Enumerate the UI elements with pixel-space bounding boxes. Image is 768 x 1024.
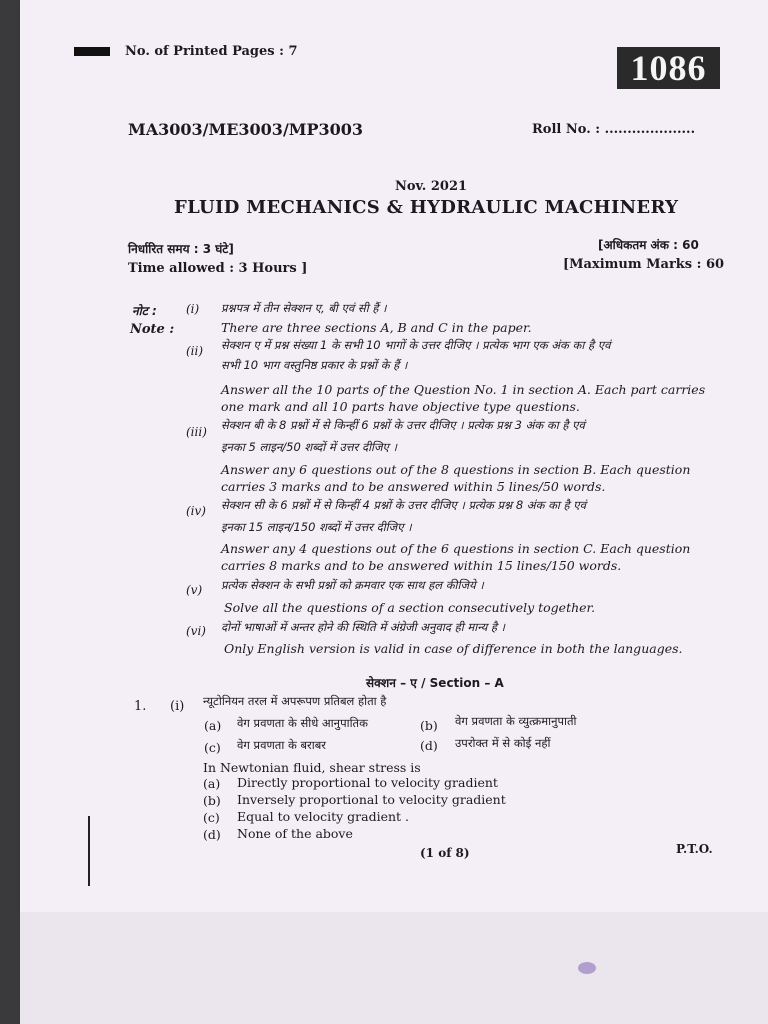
question-part: (i) [170, 699, 185, 714]
paper-code-box: 1086 [617, 47, 720, 89]
margin-line [88, 816, 90, 886]
option-english: Equal to velocity gradient . [237, 809, 410, 824]
option-key: (d) [420, 738, 438, 753]
note-hindi-line: सेक्शन ए में प्रश्न संख्या 1 के सभी 10 भागों के उत्तर दीजिए । प्रत्येक भाग एक अंक का है एवं [221, 338, 611, 352]
page-number: (1 of 8) [420, 846, 470, 860]
note-english-line: Answer any 4 questions out of the 6 questions in section C. Each question [221, 541, 691, 556]
note-english-line: Only English version is valid in case of difference in both the languages. [224, 641, 683, 656]
option-key: (a) [204, 718, 222, 733]
note-hindi-line: इनका 15 लाइन/150 शब्दों में उत्तर दीजिए । [221, 520, 412, 534]
pto-label: P.T.O. [676, 842, 713, 856]
note-english-line: carries 3 marks and to be answered within 5 lines/50 words. [221, 479, 606, 494]
option-key: (c) [203, 810, 220, 825]
option-key: (b) [203, 793, 221, 808]
roll-no: Roll No. : .................... [532, 122, 696, 137]
question-number: 1. [134, 699, 147, 714]
option-key: (d) [203, 827, 221, 842]
option-hindi: वेग प्रवणता के व्युत्क्रमानुपाती [455, 714, 577, 728]
note-english-line: Answer all the 10 parts of the Question No. 1 in section A. Each part carries [221, 382, 706, 397]
note-label: Note : [130, 322, 175, 337]
page-title: FLUID MECHANICS & HYDRAULIC MACHINERY [174, 197, 679, 218]
note-english-line: Answer any 6 questions out of the 8 questions in section B. Each question [221, 462, 691, 477]
note-hindi-line: प्रश्नपत्र में तीन सेक्शन ए, बी एवं सी हैं । [221, 301, 387, 315]
note-num: (i) [186, 302, 200, 316]
note-hindi-line: सेक्शन सी के 6 प्रश्नों में से किन्हीं 4 प्रश्नों के उत्तर दीजिए । प्रत्येक प्रश्न 8 अंक का है एवं [221, 498, 587, 512]
note-hindi-line: सेक्शन बी के 8 प्रश्नों में से किन्हीं 6 प्रश्नों के उत्तर दीजिए । प्रत्येक प्रश्न 3 अंक का है एवं [221, 418, 585, 432]
note-hindi-line: इनका 5 लाइन/50 शब्दों में उत्तर दीजिए । [221, 440, 397, 454]
option-hindi: उपरोक्त में से कोई नहीं [455, 736, 551, 750]
note-hindi-line: प्रत्येक सेक्शन के सभी प्रश्नों को क्रमवार एक साथ हल कीजिये । [221, 578, 484, 592]
note-label-hindi: नोट : [132, 304, 157, 318]
section-heading: सेक्शन – ए / Section – A [366, 676, 504, 690]
note-hindi-line: दोनों भाषाओं में अन्तर होने की स्थिति में अंग्रेजी अनुवाद ही मान्य है । [221, 620, 506, 634]
question-text-english: In Newtonian fluid, shear stress is [203, 760, 421, 775]
note-hindi-line: सभी 10 भाग वस्तुनिष्ठ प्रकार के प्रश्नों के हैं । [221, 358, 408, 372]
printed-pages: No. of Printed Pages : 7 [125, 44, 298, 59]
time-hindi: निर्धारित समय : 3 घंटे] [128, 242, 234, 256]
option-hindi: वेग प्रवणता के सीधे आनुपातिक [237, 716, 368, 730]
note-english-line: carries 8 marks and to be answered within 15 lines/150 words. [221, 558, 622, 573]
note-english-line: Solve all the questions of a section consecutively together. [224, 600, 596, 615]
marks-hindi: [अधिकतम अंक : 60 [598, 238, 699, 252]
exam-date: Nov. 2021 [395, 179, 468, 194]
option-english: Directly proportional to velocity gradient [237, 775, 498, 790]
note-num: (v) [186, 583, 203, 597]
note-english-line: There are three sections A, B and C in the paper. [221, 320, 532, 335]
note-num: (iii) [186, 425, 207, 439]
course-codes: MA3003/ME3003/MP3003 [128, 120, 364, 139]
option-hindi: वेग प्रवणता के बराबर [237, 738, 326, 752]
ink-smudge [578, 962, 596, 974]
option-english: None of the above [237, 826, 353, 841]
note-num: (vi) [186, 624, 206, 638]
scanner-edge [0, 0, 20, 1024]
max-marks: [Maximum Marks : 60 [563, 257, 725, 272]
note-num: (ii) [186, 344, 204, 358]
option-key: (b) [420, 718, 438, 733]
time-allowed: Time allowed : 3 Hours ] [128, 261, 308, 276]
scan-background [20, 912, 768, 1024]
note-english-line: one mark and all 10 parts have objective type questions. [221, 399, 580, 414]
option-english: Inversely proportional to velocity gradient [237, 792, 506, 807]
question-text-hindi: न्यूटोनियन तरल में अपरूपण प्रतिबल होता है [203, 694, 387, 708]
option-key: (c) [204, 740, 221, 755]
note-num: (iv) [186, 504, 206, 518]
option-key: (a) [203, 776, 221, 791]
margin-bar [74, 47, 110, 56]
